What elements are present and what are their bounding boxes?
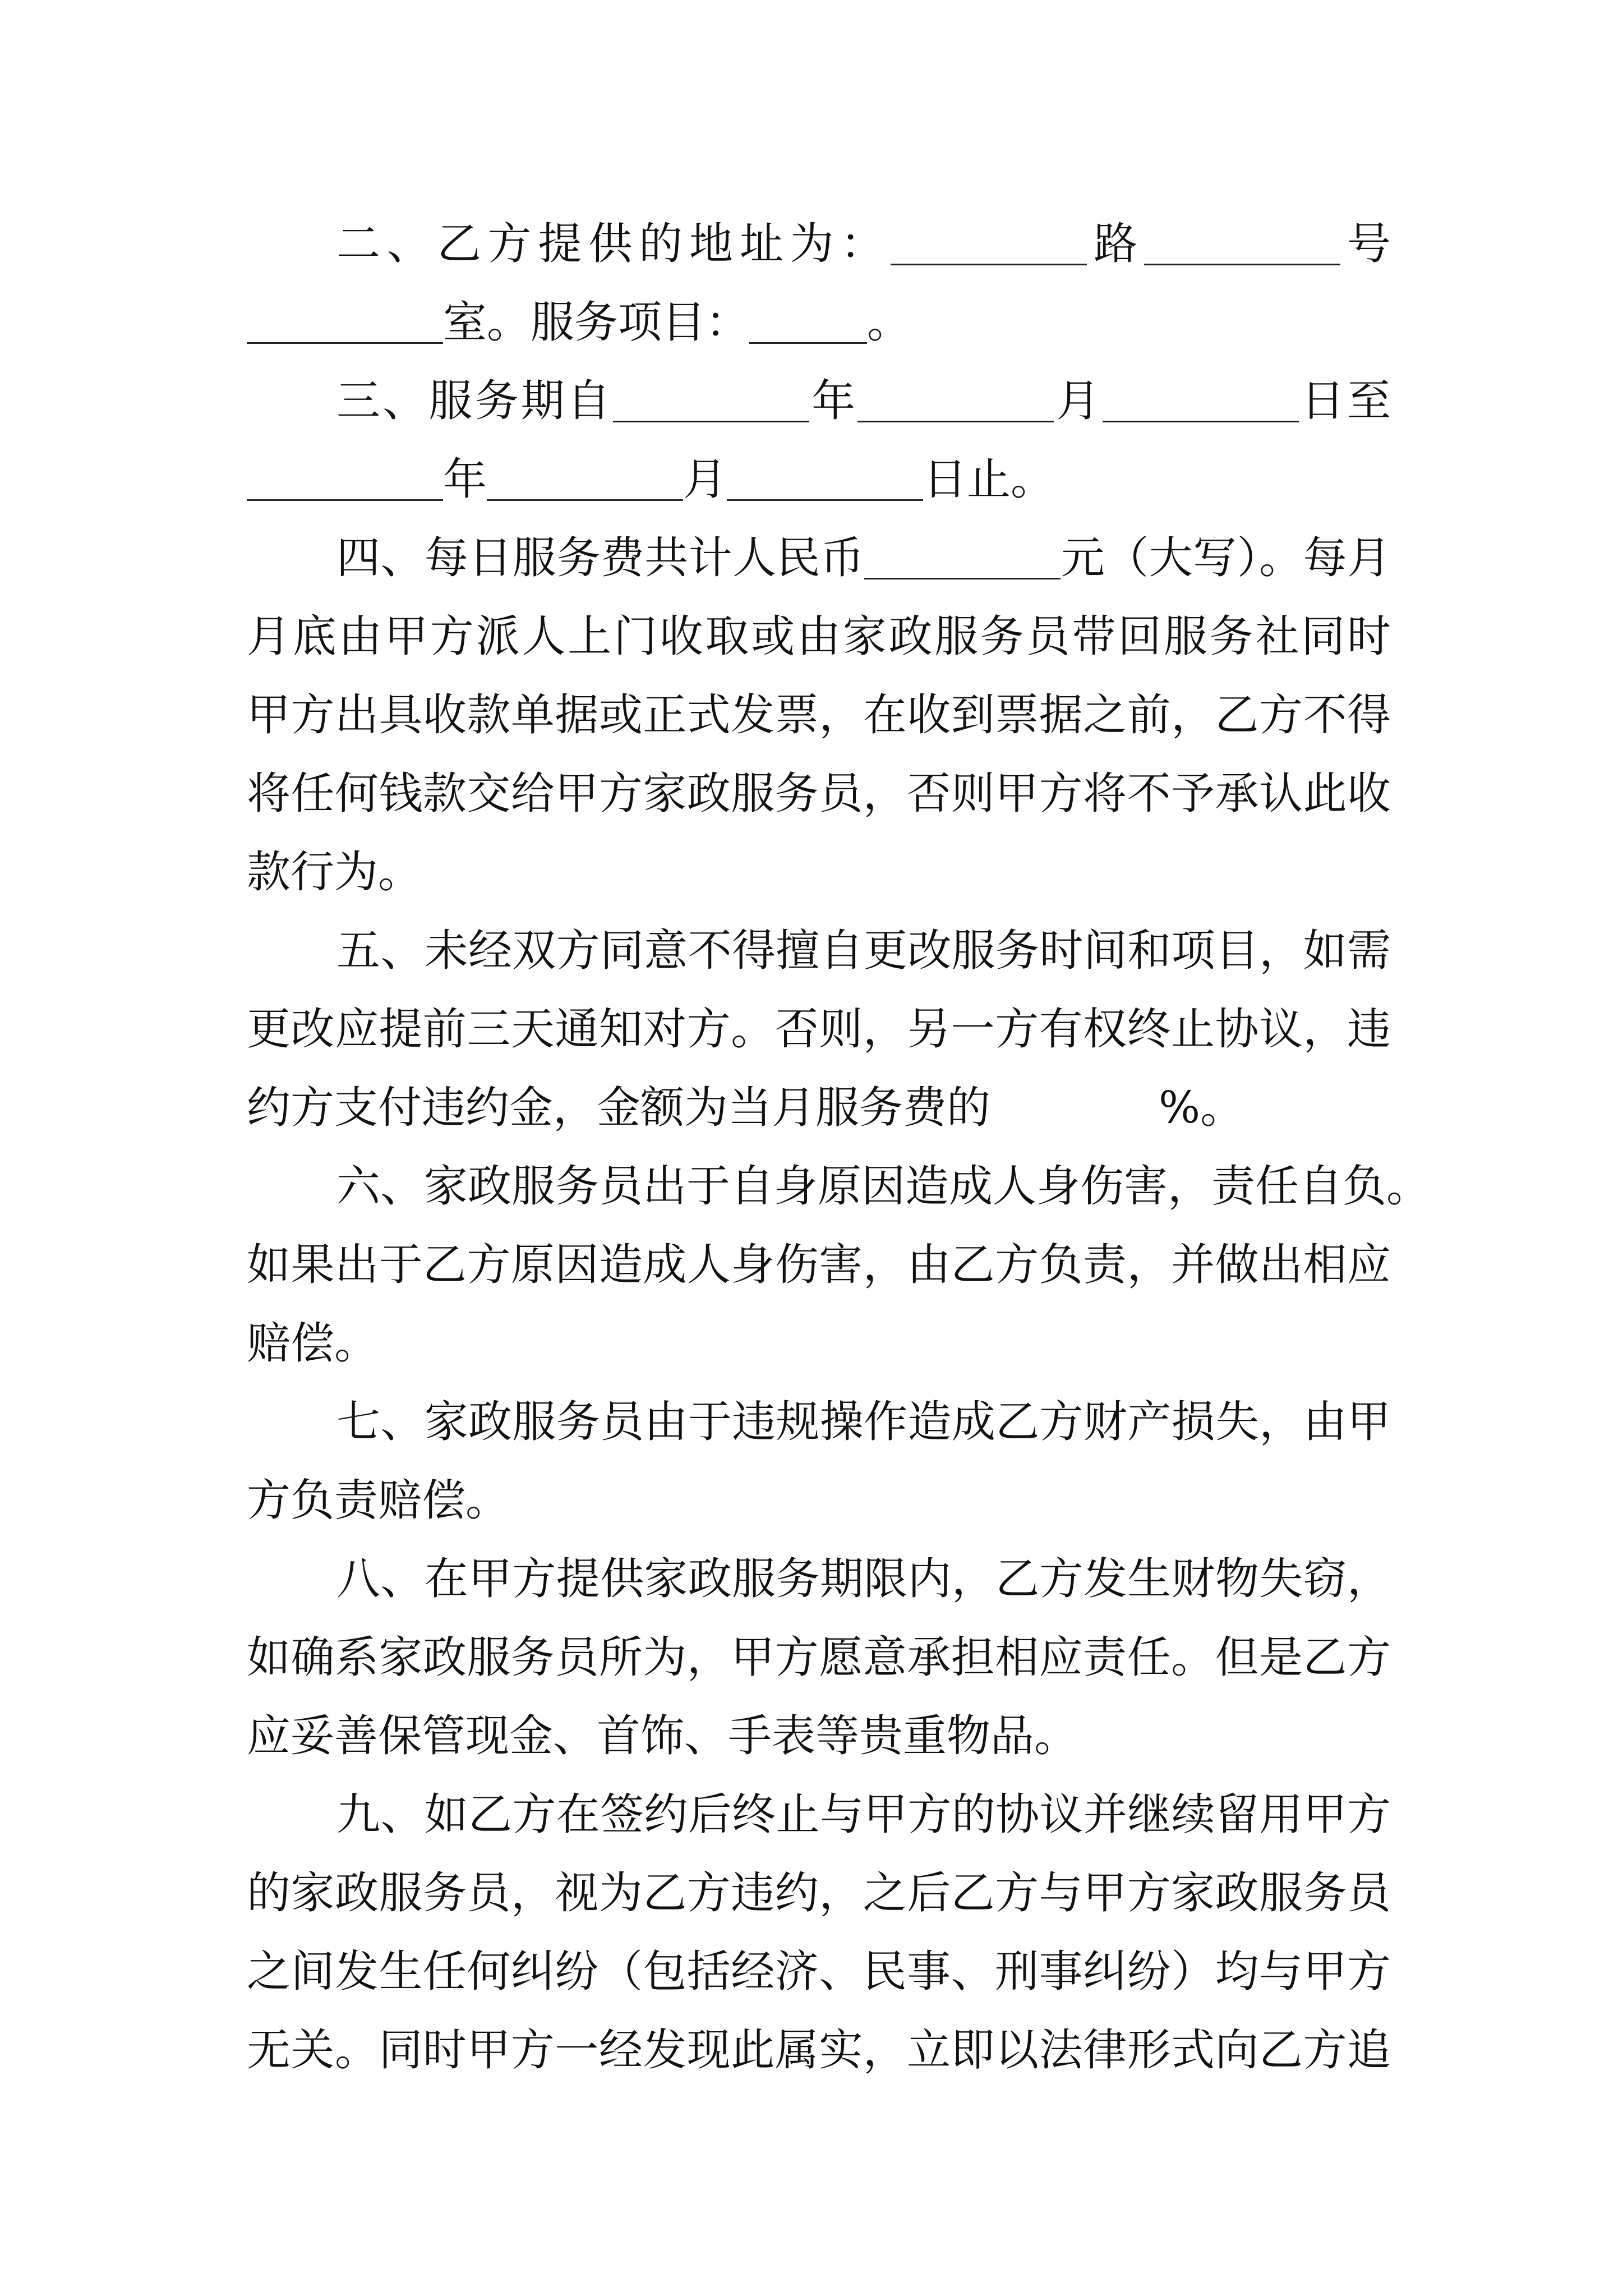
clause-9-line-2: 的家政服务员，视为乙方违约，之后乙方与甲方家政服务员 xyxy=(247,1868,1391,1918)
clause-9-line-4: 无关。同时甲方一经发现此属实，立即以法律形式向乙方追 xyxy=(247,2025,1391,2076)
clause-9-line-1: 九、如乙方在签约后终止与甲方的协议并继续留用甲方 xyxy=(336,1789,1391,1840)
clause-5-line-1: 五、未经双方同意不得擅自更改服务时间和项目，如需 xyxy=(336,926,1391,976)
end-month-blank[interactable] xyxy=(487,454,683,501)
clause-4-line-2: 月底由甲方派人上门收取或由家政服务员带回服务社同时 xyxy=(247,611,1391,662)
address-road-blank[interactable] xyxy=(891,219,1087,265)
clause-6-line-3: 赔偿。 xyxy=(247,1318,379,1369)
clause-8-line-3: 应妥善保管现金、首饰、手表等贵重物品。 xyxy=(247,1711,1078,1761)
address-number-blank[interactable] xyxy=(1144,219,1340,265)
clause-4-line-1: 四、每日服务费共计人民币 元（大写）。每月 xyxy=(336,533,1391,583)
clause-9-line-3: 之间发生任何纠纷（包括经济、民事、刑事纠纷）均与甲方 xyxy=(247,1947,1391,1997)
clause-8-line-1: 八、在甲方提供家政服务期限内，乙方发生财物失窃， xyxy=(336,1554,1391,1604)
start-day-blank[interactable] xyxy=(1103,376,1299,422)
clause-6-line-2: 如果出于乙方原因造成人身伤害，由乙方负责，并做出相应 xyxy=(247,1240,1391,1290)
clause-3-line-1: 三、服务期自 年 月 日至 xyxy=(336,376,1391,426)
end-day-blank[interactable] xyxy=(727,454,923,501)
start-year-blank[interactable] xyxy=(613,376,809,422)
clause-2-line-2: 室。服务项目： 。 xyxy=(247,295,1391,351)
clause-6-line-1: 六、家政服务员出于自身原因造成人身伤害，责任自负。 xyxy=(336,1161,1431,1212)
clause-7-line-2: 方负责赔偿。 xyxy=(247,1475,510,1526)
clause-2-line-1: 二、乙方提供的地址为： 路 号 xyxy=(336,219,1391,269)
clause-5-line-2: 更改应提前三天通知对方。否则，另一方有权终止协议，违 xyxy=(247,1004,1391,1055)
address-room-blank[interactable] xyxy=(247,297,443,344)
end-year-blank[interactable] xyxy=(247,454,443,501)
clause-3-line-2: 年 月 日止。 xyxy=(247,452,1391,508)
clause-4-line-3: 甲方出具收款单据或正式发票，在收到票据之前，乙方不得 xyxy=(247,690,1391,740)
daily-fee-blank[interactable] xyxy=(864,533,1061,579)
start-month-blank[interactable] xyxy=(857,376,1054,422)
clause-7-line-1: 七、家政服务员由于违规操作造成乙方财产损失，由甲 xyxy=(336,1397,1391,1447)
service-item-blank[interactable] xyxy=(749,297,867,344)
clause-8-line-2: 如确系家政服务员所为，甲方愿意承担相应责任。但是乙方 xyxy=(247,1632,1391,1683)
clause-5-line-3: 约方支付违约金，金额为当月服务费的 %。 xyxy=(247,1083,1244,1133)
clause-4-line-5: 款行为。 xyxy=(247,847,422,898)
clause-4-line-4: 将任何钱款交给甲方家政服务员，否则甲方将不予承认此收 xyxy=(247,769,1391,819)
